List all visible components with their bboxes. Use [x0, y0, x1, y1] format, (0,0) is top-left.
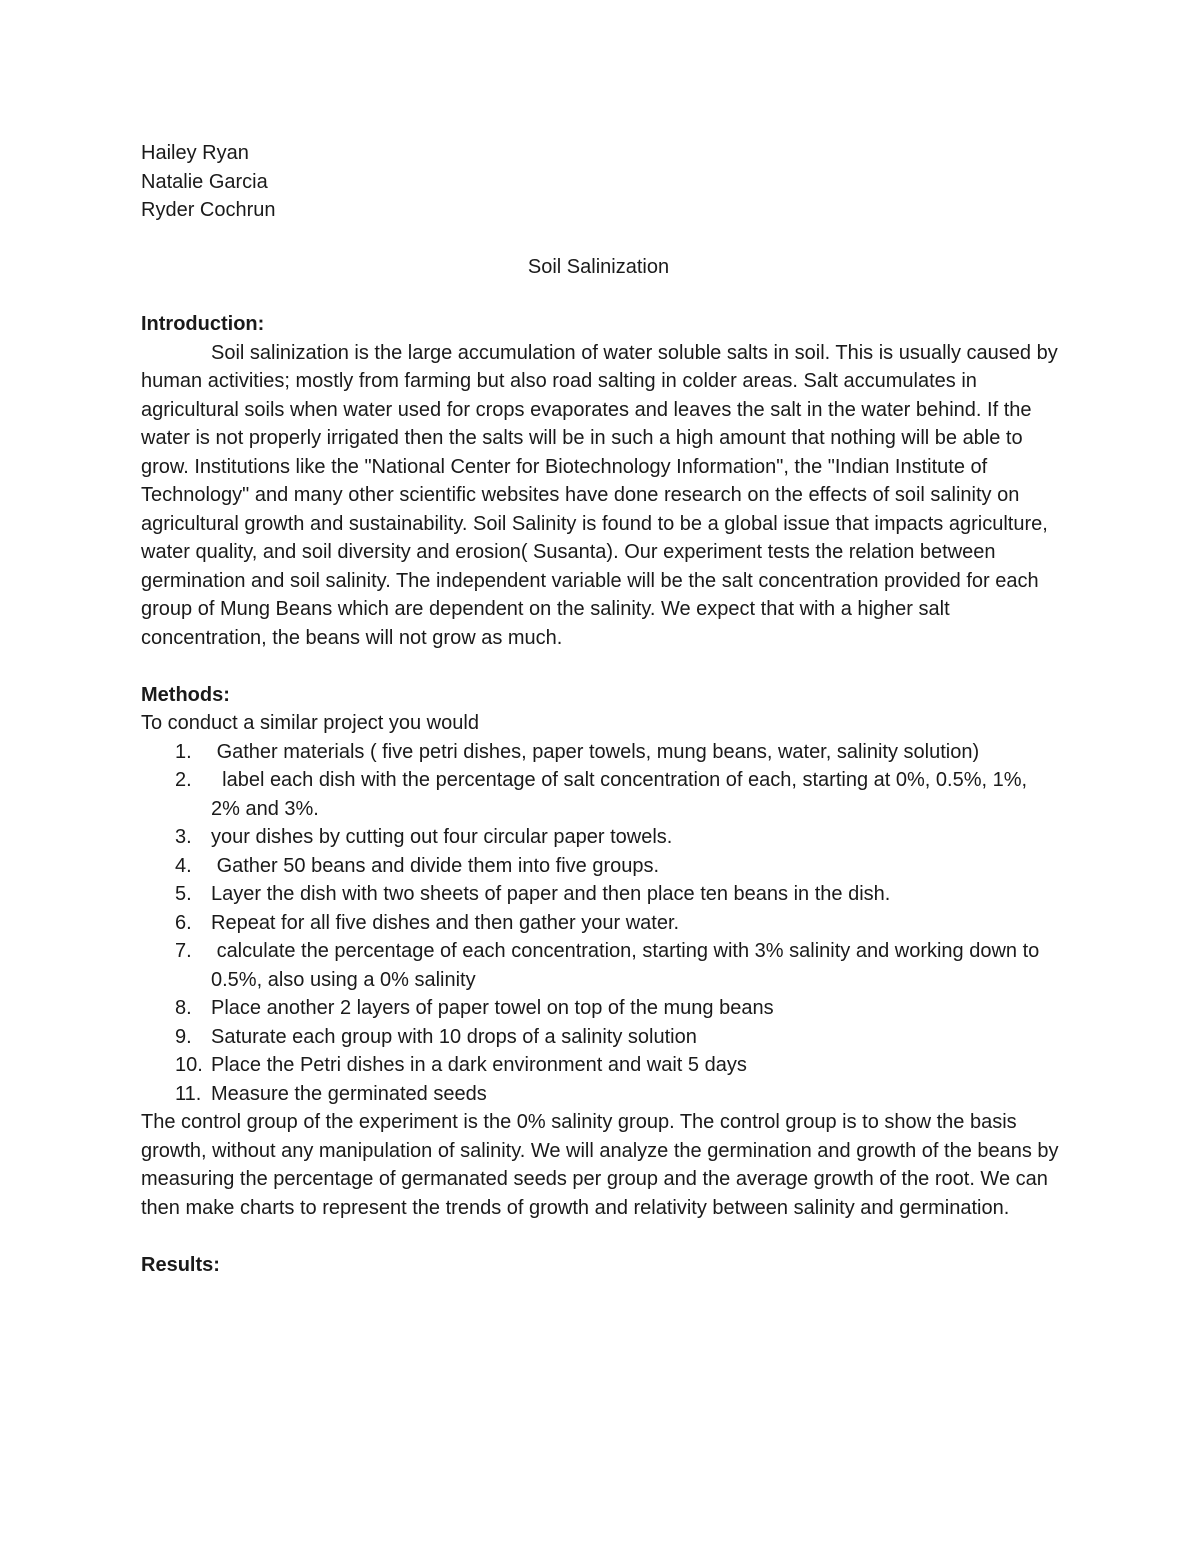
- list-item: 3. your dishes by cutting out four circular paper towels.: [175, 826, 673, 848]
- methods-heading: Methods:: [141, 683, 230, 706]
- list-item: 10. Place the Petri dishes in a dark environment and wait 5 days: [175, 1054, 747, 1076]
- list-item: 8. Place another 2 layers of paper towel on top of the mung beans: [175, 997, 774, 1019]
- list-item: 4. Gather 50 beans and divide them into five groups.: [175, 854, 660, 877]
- author-name: Hailey Ryan: [141, 142, 249, 164]
- list-item: 6. Repeat for all five dishes and then gather your water.: [175, 911, 680, 934]
- list-item: 2. label each dish with the percentage of salt concentration of each, starting at 0%, 0.5%, 1%, 2% and 3%.: [175, 769, 1033, 820]
- list-item: 5. Layer the dish with two sheets of paper and then place ten beans in the dish.: [175, 883, 891, 905]
- introduction-paragraph: [141, 339, 1066, 653]
- list-item: 7. calculate the percentage of each concentration, starting with 3% salinity and working down to 0.5%, also using a 0% salinity: [175, 940, 1045, 991]
- introduction-text: Soil salinization is the large accumulation of water soluble salts in soil. This is usually caused by human activities; mostly from farming but also road salting in colder areas. Salt accumulates in agricultural soils when water used for crops evaporates and leaves the salt in the water behind. If the water is not properly irrigated then the salts will be in such a high amount that nothing will be able to grow. Institutions like the "National Center for Biotechnology Information", the "Indian Institute of Technology" and many other scientific websites have done research on the effects of soil salinity on agricultural growth and sustainability. Soil Salinity is found to be a global issue that impacts agriculture, water quality, and soil diversity and erosion( Susanta). Our experiment tests the relation between germination and soil salinity. The independent variable will be the salt concentration provided for each group of Mung Beans which are dependent on the salinity. We expect that with a higher salt concentration, the beans will not grow as much.: [141, 341, 1058, 649]
- list-item: 9. Saturate each group with 10 drops of a salinity solution: [175, 1025, 697, 1048]
- methods-steps-list: [141, 738, 1066, 1109]
- methods-closing-paragraph: The control group of the experiment is the 0% salinity group. The control group is to show the basis growth, without any manipulation of salinity. We will analyze the germination and growth of the beans by measuring the percentage of germanated seeds per group and the average growth of the root. We can then make charts to represent the trends of growth and relativity between salinity and germination.: [141, 1111, 1059, 1219]
- introduction-heading: Introduction:: [141, 313, 265, 335]
- methods-lead: To conduct a similar project you would: [141, 712, 479, 734]
- results-heading: Results:: [141, 1253, 220, 1276]
- list-item: 1. Gather materials ( five petri dishes, paper towels, mung beans, water, salinity solution): [175, 740, 980, 763]
- document-title: Soil Salinization: [527, 256, 670, 278]
- list-item: 11. Measure the germinated seeds: [175, 1082, 487, 1105]
- author-name: Natalie Garcia: [141, 170, 268, 193]
- author-name: Ryder Cochrun: [141, 199, 276, 221]
- document-page: [141, 139, 1066, 1279]
